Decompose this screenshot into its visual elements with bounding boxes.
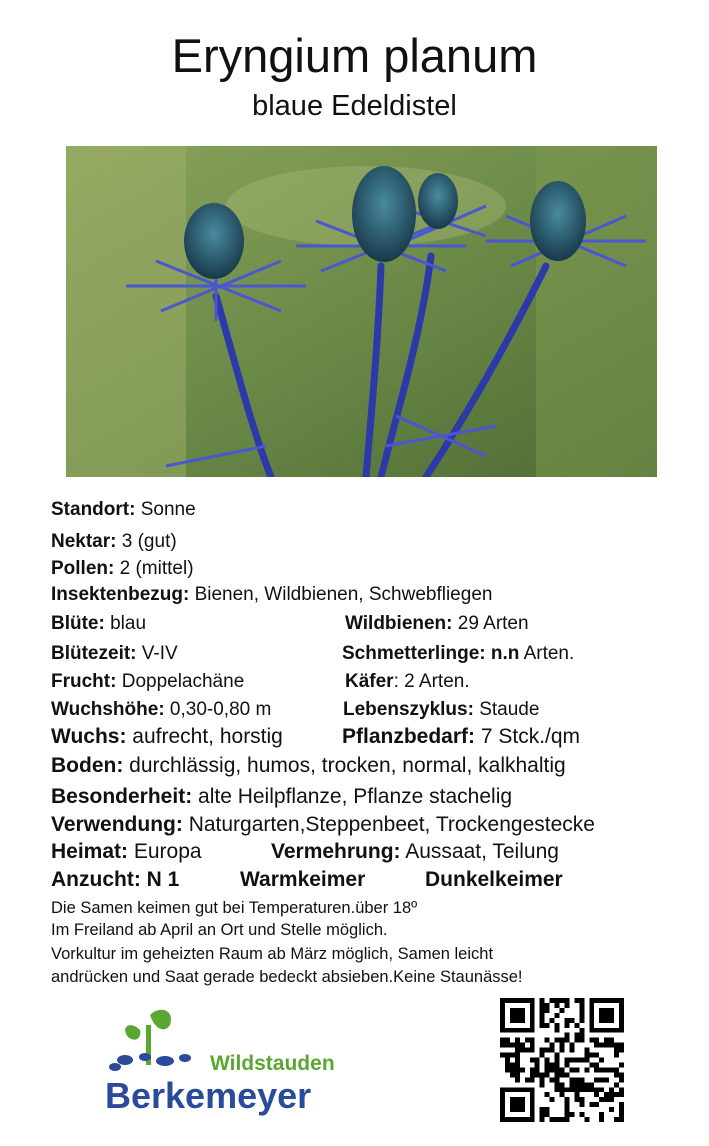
qr-code[interactable] xyxy=(500,998,624,1122)
fact-bluetezeit: Blütezeit: V-IV xyxy=(51,643,178,664)
berkemeyer-logo xyxy=(100,1005,360,1125)
page-title: Eryngium planum xyxy=(171,29,538,82)
logo-line2: Berkemeyer xyxy=(105,1075,312,1116)
fact-warmkeimer: Warmkeimer xyxy=(240,868,366,891)
page-subtitle: blaue Edeldistel xyxy=(252,90,457,122)
logo-line1: Wildstauden xyxy=(210,1052,335,1075)
fact-lebenszyklus: Lebenszyklus: Staude xyxy=(343,699,540,720)
fact-frucht: Frucht: Doppelachäne xyxy=(51,671,245,692)
plant-photo xyxy=(66,146,657,477)
fact-boden: Boden: durchlässig, humos, trocken, normal, kalkhaltig xyxy=(51,754,566,777)
fact-dunkelkeimer: Dunkelkeimer xyxy=(425,868,563,891)
fact-pollen: Pollen: 2 (mittel) xyxy=(51,558,194,579)
fact-verwendung: Verwendung: Naturgarten,Steppenbeet, Trockengestecke xyxy=(51,813,595,836)
fact-insektenbezug: Insektenbezug: Bienen, Wildbienen, Schwebfliegen xyxy=(51,584,493,605)
fact-schmetterlinge: Schmetterlinge: n.n Arten. xyxy=(342,643,575,664)
note-line: Die Samen keimen gut bei Temperaturen.über 18º xyxy=(51,899,418,917)
note-line: andrücken und Saat gerade bedeckt absieben.Keine Staunässe! xyxy=(51,968,523,986)
fact-wuchs: Wuchs: aufrecht, horstig xyxy=(51,725,283,748)
fact-heimat: Heimat: Europa xyxy=(51,840,202,863)
fact-nektar: Nektar: 3 (gut) xyxy=(51,531,177,552)
fact-standort: Standort: Sonne xyxy=(51,499,196,520)
fact-wuchshoehe: Wuchshöhe: 0,30-0,80 m xyxy=(51,699,272,720)
fact-kaefer: Käfer: 2 Arten. xyxy=(345,671,470,692)
note-line: Im Freiland ab April an Ort und Stelle möglich. xyxy=(51,921,388,939)
fact-anzucht: Anzucht: N 1 xyxy=(51,868,180,891)
fact-wildbienen: Wildbienen: 29 Arten xyxy=(345,613,529,634)
note-line: Vorkultur im geheizten Raum ab März möglich, Samen leicht xyxy=(51,945,494,963)
fact-besonderheit: Besonderheit: alte Heilpflanze, Pflanze stachelig xyxy=(51,785,513,808)
fact-pflanzbedarf: Pflanzbedarf: 7 Stck./qm xyxy=(342,725,581,748)
fact-bluete: Blüte: blau xyxy=(51,613,147,634)
fact-vermehrung: Vermehrung: Aussaat, Teilung xyxy=(271,840,559,863)
